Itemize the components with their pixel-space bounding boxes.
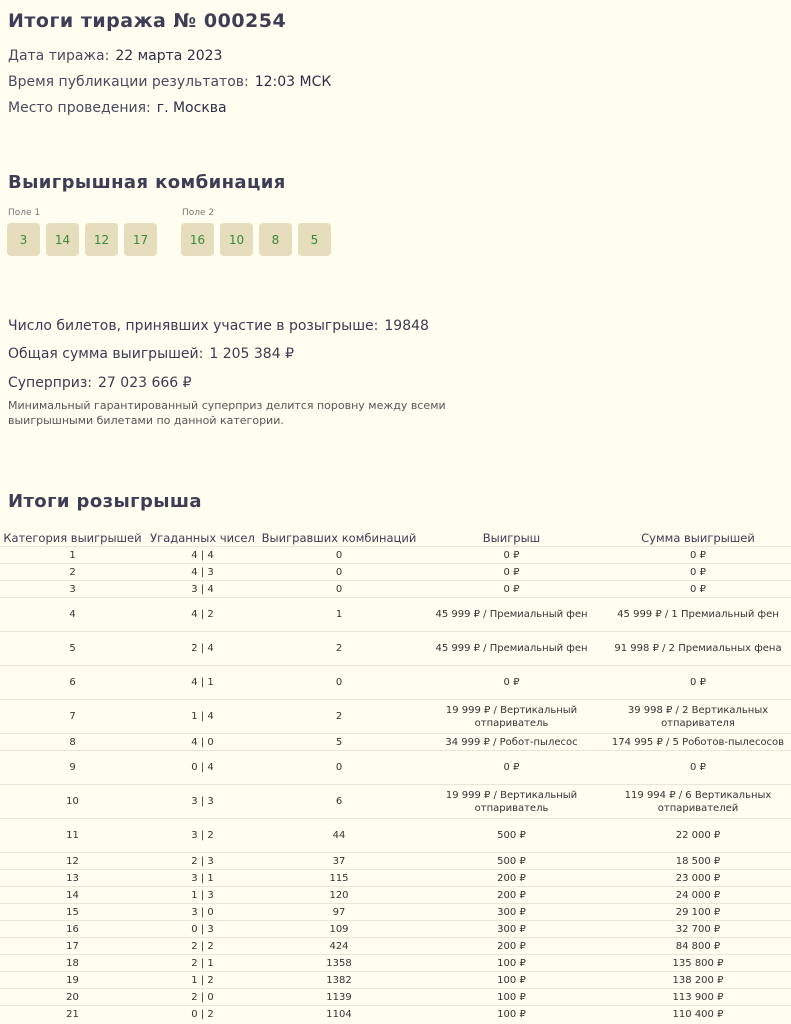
table-row	[0, 938, 791, 955]
superprize-note: Минимальный гарантированный суперприз делится поровну между всеми выигрышными билетами по данной категории.	[8, 399, 446, 427]
page-title: Итоги тиража № 000254	[8, 10, 287, 32]
cell: 15	[0, 904, 145, 921]
cell: 84 800 ₽	[605, 938, 791, 955]
cell: 3 | 4	[145, 581, 260, 598]
cell: 3 | 2	[145, 819, 260, 853]
table-row	[0, 870, 791, 887]
cell: 0 ₽	[418, 564, 605, 581]
table-row	[0, 581, 791, 598]
cell: 0 ₽	[605, 581, 791, 598]
total-winnings	[8, 346, 294, 362]
cell: 7	[0, 700, 145, 734]
col-header: Выигравших комбинаций	[261, 531, 417, 545]
cell: 4 | 2	[145, 598, 260, 632]
total-label: Общая сумма выигрышей:	[8, 346, 204, 362]
cell: 3 | 1	[145, 870, 260, 887]
cell: 500 ₽	[418, 819, 605, 853]
cell: 100 ₽	[418, 1006, 605, 1023]
cell: 6	[260, 785, 418, 819]
cell: 200 ₽	[418, 870, 605, 887]
tickets-count	[8, 318, 429, 334]
field2-balls	[181, 223, 331, 256]
cell: 3 | 3	[145, 785, 260, 819]
cell: 0 ₽	[605, 564, 791, 581]
table-row	[0, 989, 791, 1006]
cell: 2	[260, 632, 418, 666]
cell: 5	[0, 632, 145, 666]
cell: 23 000 ₽	[605, 870, 791, 887]
results-heading: Итоги розыгрыша	[8, 491, 202, 512]
cell: 1	[0, 547, 145, 564]
cell: 34 999 ₽ / Робот-пылесос	[418, 734, 605, 751]
table-row	[0, 564, 791, 581]
cell: 138 200 ₽	[605, 972, 791, 989]
table-row	[0, 1006, 791, 1023]
cell: 32 700 ₽	[605, 921, 791, 938]
table-row	[0, 734, 791, 751]
cell: 0	[260, 564, 418, 581]
cell: 0	[260, 751, 418, 785]
cell: 1139	[260, 989, 418, 1006]
cell: 19 999 ₽ / Вертикальный отпариватель	[418, 785, 605, 819]
cell: 97	[260, 904, 418, 921]
table-row	[0, 666, 791, 700]
cell: 300 ₽	[418, 921, 605, 938]
table-row	[0, 700, 791, 734]
cell: 1358	[260, 955, 418, 972]
cell: 29 100 ₽	[605, 904, 791, 921]
cell: 120	[260, 887, 418, 904]
col-header: Категория выигрышей	[3, 531, 142, 545]
cell: 19	[0, 972, 145, 989]
cell: 18 500 ₽	[605, 853, 791, 870]
cell: 5	[260, 734, 418, 751]
cell: 20	[0, 989, 145, 1006]
cell: 4 | 4	[145, 547, 260, 564]
cell: 424	[260, 938, 418, 955]
cell: 8	[0, 734, 145, 751]
cell: 11	[0, 819, 145, 853]
cell: 119 994 ₽ / 6 Вертикальных отпаривателей	[605, 785, 791, 819]
table-row	[0, 598, 791, 632]
cell: 2 | 1	[145, 955, 260, 972]
cell: 0 | 2	[145, 1006, 260, 1023]
table-row	[0, 887, 791, 904]
cell: 100 ₽	[418, 989, 605, 1006]
ball: 5	[298, 223, 331, 256]
cell: 39 998 ₽ / 2 Вертикальных отпаривателя	[605, 700, 791, 734]
draw-date	[8, 48, 222, 64]
cell: 0 ₽	[605, 666, 791, 700]
cell: 3 | 0	[145, 904, 260, 921]
draw-place-label: Место проведения:	[8, 100, 151, 116]
cell: 2	[260, 700, 418, 734]
cell: 2 | 4	[145, 632, 260, 666]
cell: 0 ₽	[418, 547, 605, 564]
cell: 0 ₽	[418, 666, 605, 700]
table-row	[0, 632, 791, 666]
cell: 113 900 ₽	[605, 989, 791, 1006]
cell: 45 999 ₽ / Премиальный фен	[418, 598, 605, 632]
cell: 1 | 2	[145, 972, 260, 989]
cell: 2 | 3	[145, 853, 260, 870]
cell: 21	[0, 1006, 145, 1023]
combination-heading: Выигрышная комбинация	[8, 172, 286, 193]
cell: 4	[0, 598, 145, 632]
cell: 100 ₽	[418, 955, 605, 972]
cell: 10	[0, 785, 145, 819]
cell: 100 ₽	[418, 972, 605, 989]
cell: 91 998 ₽ / 2 Премиальных фена	[605, 632, 791, 666]
field1-label: Поле 1	[8, 208, 41, 218]
table-header	[0, 530, 791, 547]
col-header: Сумма выигрышей	[641, 531, 755, 545]
cell: 44	[260, 819, 418, 853]
table-row	[0, 972, 791, 989]
ball: 3	[7, 223, 40, 256]
cell: 22 000 ₽	[605, 819, 791, 853]
cell: 4 | 0	[145, 734, 260, 751]
cell: 6	[0, 666, 145, 700]
cell: 1104	[260, 1006, 418, 1023]
draw-place-value: г. Москва	[156, 100, 227, 116]
cell: 13	[0, 870, 145, 887]
table-row	[0, 904, 791, 921]
cell: 0 ₽	[418, 581, 605, 598]
cell: 0 ₽	[418, 751, 605, 785]
cell: 2 | 2	[145, 938, 260, 955]
results-table	[0, 530, 791, 1022]
ball: 17	[124, 223, 157, 256]
cell: 4 | 3	[145, 564, 260, 581]
ball: 8	[259, 223, 292, 256]
cell: 135 800 ₽	[605, 955, 791, 972]
table-row	[0, 547, 791, 564]
cell: 14	[0, 887, 145, 904]
col-header: Выигрыш	[482, 531, 541, 545]
cell: 1	[260, 598, 418, 632]
cell: 300 ₽	[418, 904, 605, 921]
cell: 1 | 4	[145, 700, 260, 734]
cell: 200 ₽	[418, 938, 605, 955]
cell: 2 | 0	[145, 989, 260, 1006]
cell: 18	[0, 955, 145, 972]
cell: 0 | 3	[145, 921, 260, 938]
cell: 200 ₽	[418, 887, 605, 904]
cell: 3	[0, 581, 145, 598]
col-header: Угаданных чисел	[150, 531, 255, 545]
cell: 0 | 4	[145, 751, 260, 785]
draw-date-label: Дата тиража:	[8, 48, 110, 64]
cell: 0	[260, 581, 418, 598]
tickets-value: 19848	[384, 318, 429, 334]
superprize	[8, 375, 192, 391]
cell: 9	[0, 751, 145, 785]
cell: 109	[260, 921, 418, 938]
cell: 115	[260, 870, 418, 887]
cell: 24 000 ₽	[605, 887, 791, 904]
ball: 14	[46, 223, 79, 256]
cell: 45 999 ₽ / Премиальный фен	[418, 632, 605, 666]
table-row	[0, 785, 791, 819]
table-row	[0, 853, 791, 870]
ball: 10	[220, 223, 253, 256]
cell: 174 995 ₽ / 5 Роботов-пылесосов	[605, 734, 791, 751]
table-row	[0, 921, 791, 938]
tickets-label: Число билетов, принявших участие в розыгрыше:	[8, 318, 379, 334]
cell: 45 999 ₽ / 1 Премиальный фен	[605, 598, 791, 632]
table-row	[0, 819, 791, 853]
table-row	[0, 955, 791, 972]
field1-balls	[7, 223, 157, 256]
publish-time-value: 12:03 МСК	[254, 74, 332, 90]
cell: 37	[260, 853, 418, 870]
cell: 0	[260, 547, 418, 564]
cell: 0 ₽	[605, 547, 791, 564]
cell: 17	[0, 938, 145, 955]
ball: 16	[181, 223, 214, 256]
cell: 16	[0, 921, 145, 938]
ball: 12	[85, 223, 118, 256]
superprize-label: Суперприз:	[8, 375, 93, 391]
cell: 110 400 ₽	[605, 1006, 791, 1023]
cell: 4 | 1	[145, 666, 260, 700]
publish-time	[8, 74, 331, 90]
table-row	[0, 751, 791, 785]
draw-place	[8, 100, 227, 116]
cell: 19 999 ₽ / Вертикальный отпариватель	[418, 700, 605, 734]
cell: 1382	[260, 972, 418, 989]
cell: 0 ₽	[605, 751, 791, 785]
cell: 1 | 3	[145, 887, 260, 904]
superprize-value: 27 023 666 ₽	[98, 375, 192, 391]
cell: 500 ₽	[418, 853, 605, 870]
total-value: 1 205 384 ₽	[209, 346, 294, 362]
cell: 2	[0, 564, 145, 581]
draw-date-value: 22 марта 2023	[115, 48, 223, 64]
publish-time-label: Время публикации результатов:	[8, 74, 249, 90]
cell: 0	[260, 666, 418, 700]
field2-label: Поле 2	[182, 208, 215, 218]
cell: 12	[0, 853, 145, 870]
